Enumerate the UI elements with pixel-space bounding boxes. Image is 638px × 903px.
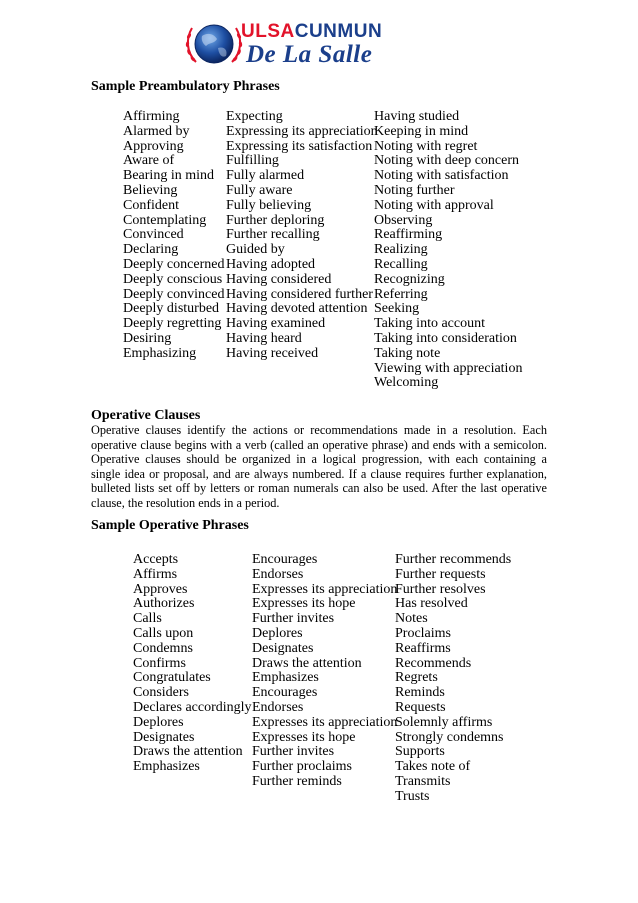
list-item: Desiring [123, 330, 172, 346]
list-item: Calls [133, 611, 162, 627]
list-item: Emphasizes [133, 759, 200, 775]
list-item: Further resolves [395, 581, 486, 597]
list-item: Approving [123, 138, 184, 154]
list-item: Affirming [123, 109, 180, 124]
list-item: Expecting [226, 109, 283, 124]
list-item: Having considered [226, 271, 332, 287]
list-item: Affirms [133, 566, 178, 582]
preambulatory-col-2 [226, 110, 378, 362]
list-item: Reminds [395, 685, 445, 701]
list-item: Expresses its appreciation [252, 714, 398, 730]
list-item: Fully alarmed [226, 168, 305, 184]
operative-clauses-heading: Operative Clauses [91, 408, 201, 423]
list-item: Endorses [252, 566, 304, 582]
list-item: Declares accordingly [133, 699, 252, 715]
list-item: Deeply convinced [123, 286, 225, 302]
list-item: Designates [252, 640, 314, 656]
list-item: Confident [123, 197, 179, 213]
list-item: Viewing with appreciation [374, 360, 523, 376]
list-item: Proclaims [395, 625, 451, 641]
list-item: Having examined [226, 316, 326, 332]
list-item: Deeply disturbed [123, 301, 220, 317]
list-item: Considers [133, 685, 189, 701]
list-item: Notes [395, 611, 428, 627]
list-item: Referring [374, 286, 428, 302]
list-item: Recalling [374, 256, 428, 272]
list-item: Recommends [395, 655, 472, 671]
list-item: Deeply conscious [123, 271, 223, 287]
list-item: Further deploring [226, 212, 325, 228]
list-item: Noting with deep concern [374, 153, 520, 169]
list-item: Fully believing [226, 197, 312, 213]
list-item: Accepts [133, 552, 179, 567]
operative-col-3 [395, 553, 511, 805]
list-item: Recognizing [374, 271, 445, 287]
list-item: Condemns [133, 640, 193, 656]
list-item: Emphasizing [123, 345, 197, 361]
list-item: Approves [133, 581, 188, 597]
list-item: Believing [123, 182, 178, 198]
logo [184, 20, 386, 68]
list-item: Encourages [252, 685, 318, 701]
list-item: Taking into account [374, 316, 485, 332]
logo-wordmark: ULSACUNMUN [241, 21, 383, 42]
list-item: Expresses its hope [252, 729, 356, 745]
list-item: Aware of [123, 153, 175, 169]
list-item: Has resolved [395, 596, 468, 612]
list-item: Declaring [123, 242, 179, 258]
operative-col-1 [133, 553, 252, 775]
list-item: Confirms [133, 655, 186, 671]
list-item: Taking note [374, 345, 441, 361]
list-item: Encourages [252, 552, 318, 567]
list-item: Authorizes [133, 596, 195, 612]
list-item: Guided by [226, 242, 285, 258]
list-item: Expressing its satisfaction [226, 138, 373, 154]
list-item: Noting with regret [374, 138, 478, 154]
list-item: Noting further [374, 182, 455, 198]
list-item: Takes note of [395, 759, 471, 775]
list-item: Having studied [374, 109, 460, 124]
list-item: Seeking [374, 301, 420, 317]
list-item: Congratulates [133, 670, 211, 686]
operative-clauses-paragraph: Operative clauses identify the actions or recommendations made in a resolution. Each operative clause begins with a verb (called an operative phrase) and ends with a semicolon. Operative clauses should be organized in a logical progression, with each containing a single idea or proposal, and are always numbered. If a clause requires further explanation, bulleted lists set off by letters or roman numerals can also be used. After the last operative clause, the resolution ends in a period. [91, 423, 547, 510]
list-item: Convinced [123, 227, 184, 243]
list-item: Having received [226, 345, 319, 361]
list-item: Draws the attention [133, 744, 243, 760]
operative-heading: Sample Operative Phrases [91, 518, 249, 533]
list-item: Expresses its appreciation [252, 581, 398, 597]
list-item: Having considered further [226, 286, 373, 302]
list-item: Calls upon [133, 625, 194, 641]
list-item: Noting with approval [374, 197, 494, 213]
list-item: Strongly condemns [395, 729, 504, 745]
list-item: Noting with satisfaction [374, 168, 509, 184]
list-item: Keeping in mind [374, 123, 469, 139]
list-item: Deeply regretting [123, 316, 222, 332]
list-item: Having adopted [226, 256, 316, 272]
list-item: Further proclaims [252, 759, 352, 775]
list-item: Draws the attention [252, 655, 362, 671]
list-item: Further reminds [252, 773, 342, 789]
list-item: Contemplating [123, 212, 207, 228]
list-item: Deplores [252, 625, 303, 641]
list-item: Further invites [252, 611, 335, 627]
list-item: Transmits [395, 773, 451, 789]
list-item: Supports [395, 744, 445, 760]
logo-script: De La Salle [246, 41, 373, 68]
list-item: Fully aware [226, 182, 293, 198]
list-item: Expressing its appreciation [226, 123, 378, 139]
list-item: Deplores [133, 714, 184, 730]
list-item: Further recalling [226, 227, 320, 243]
list-item: Bearing in mind [123, 168, 214, 184]
list-item: Requests [395, 699, 446, 715]
list-item: Emphasizes [252, 670, 319, 686]
preambulatory-heading: Sample Preambulatory Phrases [91, 79, 280, 94]
list-item: Alarmed by [123, 123, 190, 139]
list-item: Having devoted attention [226, 301, 368, 317]
list-item: Regrets [395, 670, 438, 686]
list-item: Expresses its hope [252, 596, 356, 612]
preambulatory-col-3 [374, 110, 522, 391]
list-item: Solemnly affirms [395, 714, 493, 730]
list-item: Observing [374, 212, 433, 228]
globe-laurel-icon [184, 20, 244, 68]
list-item: Further requests [395, 566, 486, 582]
list-item: Reaffirms [395, 640, 451, 656]
preambulatory-col-1 [123, 110, 224, 362]
list-item: Fulfilling [226, 153, 279, 169]
list-item: Further recommends [395, 552, 512, 567]
list-item: Reaffirming [374, 227, 443, 243]
list-item: Trusts [395, 788, 430, 804]
operative-col-2 [252, 553, 397, 790]
list-item: Further invites [252, 744, 335, 760]
list-item: Welcoming [374, 375, 439, 391]
list-item: Endorses [252, 699, 304, 715]
list-item: Realizing [374, 242, 428, 258]
list-item: Designates [133, 729, 195, 745]
list-item: Taking into consideration [374, 330, 517, 346]
list-item: Deeply concerned [123, 256, 225, 272]
list-item: Having heard [226, 330, 302, 346]
